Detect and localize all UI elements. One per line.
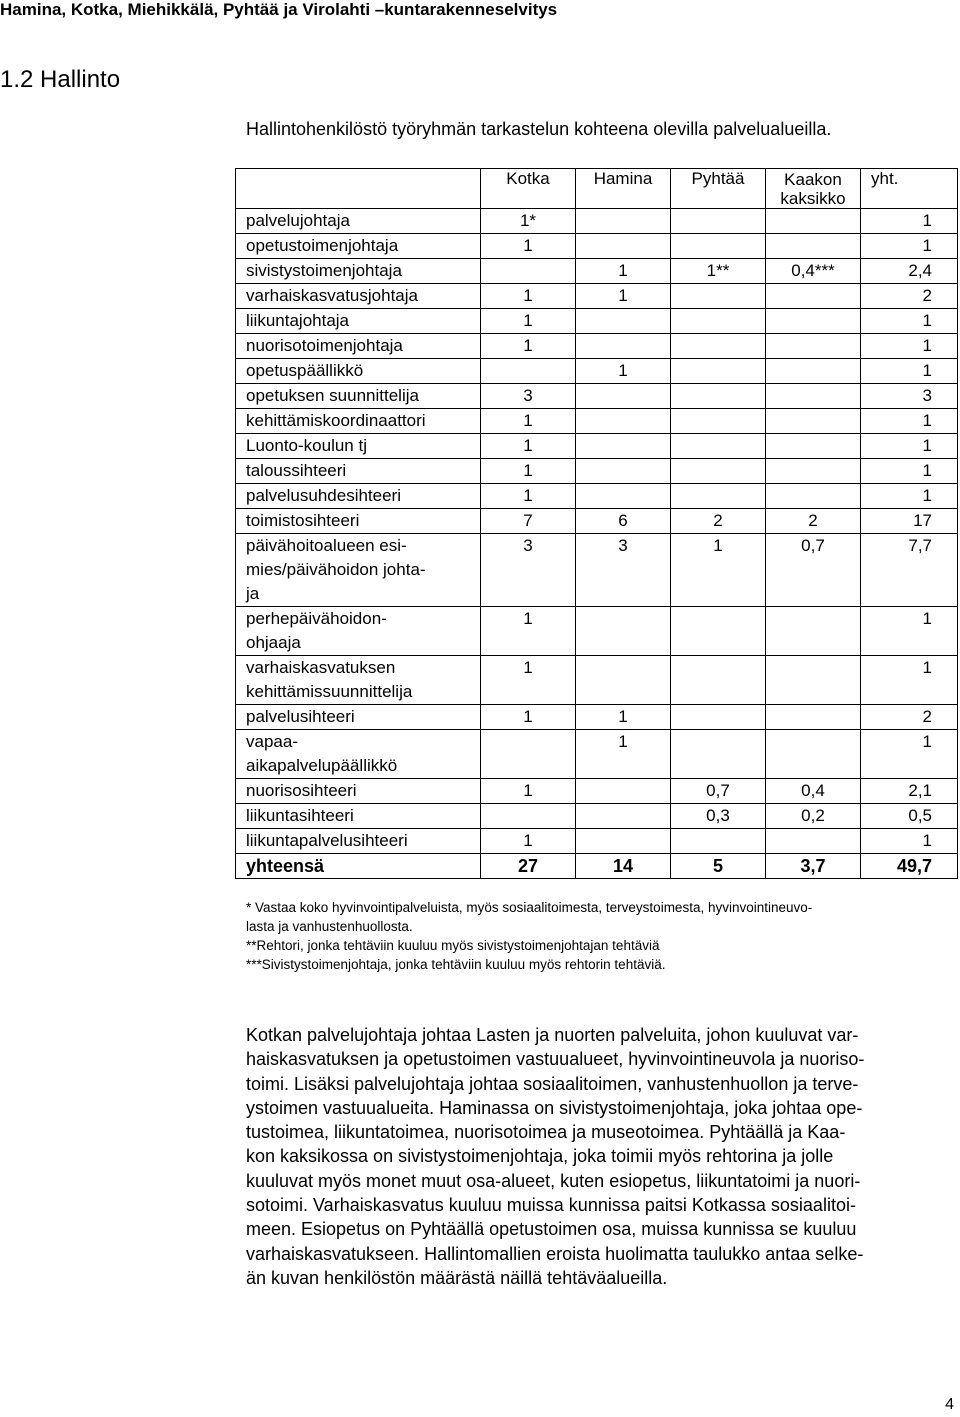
value-cell [766, 484, 861, 509]
role-cell: nuorisosihteeri [236, 779, 481, 804]
body-line: haiskasvatuksen ja opetustoimen vastuualueet, hyvinvointineuvola ja nuoriso- [246, 1049, 865, 1070]
value-cell [671, 484, 766, 509]
value-cell: 2 [671, 509, 766, 534]
total-cell: 1 [861, 829, 958, 854]
footnote-line: ***Sivistystoimenjohtaja, jonka tehtäviin kuuluu myös rehtorin tehtäviä. [246, 957, 666, 972]
value-cell [766, 607, 861, 656]
value-cell [671, 409, 766, 434]
role-cell: palvelusuhdesihteeri [236, 484, 481, 509]
value-cell [766, 459, 861, 484]
value-cell: 1 [481, 705, 576, 730]
footnote-line: * Vastaa koko hyvinvointipalveluista, myös sosiaalitoimesta, terveystoimesta, hyvinvointineuvo- [246, 900, 813, 915]
value-cell [671, 607, 766, 656]
value-cell [671, 209, 766, 234]
role-cell: sivistystoimenjohtaja [236, 259, 481, 284]
table-row [236, 509, 958, 534]
total-cell: 2,1 [861, 779, 958, 804]
value-cell: 0,7 [766, 534, 861, 607]
value-cell [671, 434, 766, 459]
role-cell: palvelujohtaja [236, 209, 481, 234]
value-cell [671, 705, 766, 730]
role-cell: Luonto-koulun tj [236, 434, 481, 459]
table-header-row [236, 169, 958, 209]
role-cell: päivähoitoalueen esi- mies/päivähoidon johta- ja [236, 534, 481, 607]
total-cell: 1 [861, 656, 958, 705]
value-cell [481, 730, 576, 779]
body-line: meen. Esiopetus on Pyhtäällä opetustoimen osa, muissa kunnissa se kuuluu [246, 1219, 857, 1240]
value-cell [671, 284, 766, 309]
value-cell [576, 409, 671, 434]
value-cell: 6 [576, 509, 671, 534]
value-cell: 1 [481, 334, 576, 359]
value-cell [766, 359, 861, 384]
role-cell: toimistosihteeri [236, 509, 481, 534]
intro-text: Hallintohenkilöstö työryhmän tarkastelun kohteena olevilla palvelualueilla. [246, 119, 832, 139]
table-row [236, 656, 958, 705]
value-cell: 1 [576, 259, 671, 284]
body-line: ystoimen vastuualueita. Haminassa on sivistystoimenjohtaja, joka johtaa ope- [246, 1097, 863, 1118]
body-line: toimi. Lisäksi palvelujohtaja johtaa sosiaalitoimen, vanhustenhuollon ja terve- [246, 1073, 859, 1094]
value-cell: 1 [481, 607, 576, 656]
body-line: Kotkan palvelujohtaja johtaa Lasten ja nuorten palveluita, johon kuuluvat var- [246, 1025, 859, 1045]
value-cell [766, 434, 861, 459]
total-cell: 2 [861, 705, 958, 730]
value-cell: 1 [576, 359, 671, 384]
value-cell [576, 434, 671, 459]
value-cell: 0,3 [671, 804, 766, 829]
role-cell: opetustoimenjohtaja [236, 234, 481, 259]
value-cell: 3 [576, 534, 671, 607]
header-cell-kotka: Kotka [481, 169, 576, 209]
role-cell: opetuksen suunnittelija [236, 384, 481, 409]
value-cell: 1 [481, 309, 576, 334]
value-cell: 1 [481, 484, 576, 509]
table-row [236, 409, 958, 434]
table-row [236, 459, 958, 484]
value-cell: 3 [481, 384, 576, 409]
value-cell: 0,2 [766, 804, 861, 829]
value-cell [576, 484, 671, 509]
value-cell [576, 804, 671, 829]
role-cell: vapaa- aikapalvelupäällikkö [236, 730, 481, 779]
table-row [236, 234, 958, 259]
body-paragraph [246, 1023, 960, 1290]
value-cell [766, 730, 861, 779]
value-cell [576, 779, 671, 804]
role-cell: liikuntajohtaja [236, 309, 481, 334]
value-cell [671, 656, 766, 705]
total-kaakon-kaksikko: 3,7 [766, 854, 861, 879]
total-cell: 0,5 [861, 804, 958, 829]
role-cell: nuorisotoimenjohtaja [236, 334, 481, 359]
header-cell-hamina: Hamina [576, 169, 671, 209]
total-cell: 1 [861, 409, 958, 434]
value-cell [766, 309, 861, 334]
value-cell [766, 334, 861, 359]
footnote-line: lasta ja vanhustenhuollosta. [246, 919, 413, 934]
value-cell: 1 [481, 459, 576, 484]
value-cell [576, 384, 671, 409]
total-hamina: 14 [576, 854, 671, 879]
table-row [236, 259, 958, 284]
body-line: varhaiskasvatukseen. Hallintomallien eroista huolimatta taulukko antaa selke- [246, 1243, 864, 1264]
role-cell: kehittämiskoordinaattori [236, 409, 481, 434]
table-total-row [236, 854, 958, 879]
table-row [236, 534, 958, 607]
value-cell [671, 459, 766, 484]
value-cell [576, 334, 671, 359]
value-cell [766, 284, 861, 309]
value-cell [576, 829, 671, 854]
value-cell: 1 [576, 730, 671, 779]
value-cell: 2 [766, 509, 861, 534]
value-cell: 1 [481, 656, 576, 705]
value-cell [576, 309, 671, 334]
table-row [236, 434, 958, 459]
total-cell: 2 [861, 284, 958, 309]
value-cell: 1 [481, 829, 576, 854]
table-row [236, 384, 958, 409]
total-cell: 1 [861, 484, 958, 509]
total-cell: 1 [861, 334, 958, 359]
table-row [236, 804, 958, 829]
value-cell [671, 730, 766, 779]
header-cell-kaakon-kaksikko: Kaakon kaksikko [766, 169, 861, 209]
value-cell: 1 [576, 284, 671, 309]
value-cell [671, 234, 766, 259]
value-cell [481, 259, 576, 284]
table-row [236, 779, 958, 804]
table-row [236, 705, 958, 730]
total-cell: 2,4 [861, 259, 958, 284]
value-cell: 0,4*** [766, 259, 861, 284]
body-line: än kuvan henkilöstön määrästä näillä tehtäväalueilla. [246, 1267, 668, 1288]
value-cell [671, 359, 766, 384]
table-body [236, 209, 958, 854]
header-cell-role [236, 169, 481, 209]
value-cell [766, 705, 861, 730]
value-cell [576, 656, 671, 705]
table-row [236, 309, 958, 334]
table-row [236, 334, 958, 359]
body-line: tustoimea, liikuntatoimea, nuorisotoimea ja museotoimea. Pyhtäällä ja Kaa- [246, 1122, 846, 1143]
value-cell [766, 409, 861, 434]
value-cell: 1 [481, 409, 576, 434]
value-cell: 1 [671, 534, 766, 607]
role-cell: perhepäivähoidon- ohjaaja [236, 607, 481, 656]
value-cell [576, 459, 671, 484]
value-cell [671, 384, 766, 409]
table-row [236, 359, 958, 384]
value-cell: 1* [481, 209, 576, 234]
role-cell: liikuntapalvelusihteeri [236, 829, 481, 854]
value-cell [766, 209, 861, 234]
value-cell [671, 829, 766, 854]
total-cell: 1 [861, 607, 958, 656]
value-cell [766, 384, 861, 409]
header-cell-pyhtaa: Pyhtää [671, 169, 766, 209]
value-cell: 1 [481, 234, 576, 259]
value-cell [671, 309, 766, 334]
table-row [236, 209, 958, 234]
document-header: Hamina, Kotka, Miehikkälä, Pyhtää ja Virolahti –kuntarakenneselvitys [0, 0, 558, 19]
total-cell: 1 [861, 209, 958, 234]
staff-table [235, 168, 958, 879]
table-row [236, 730, 958, 779]
value-cell [576, 209, 671, 234]
value-cell [671, 334, 766, 359]
table-row [236, 829, 958, 854]
value-cell: 0,7 [671, 779, 766, 804]
value-cell: 1** [671, 259, 766, 284]
table-row [236, 607, 958, 656]
body-line: kon kaksikossa on sivistystoimenjohtaja, joka toimii myös rehtorina ja jolle [246, 1146, 834, 1167]
total-pyhtaa: 5 [671, 854, 766, 879]
section-title: 1.2 Hallinto [0, 66, 121, 93]
body-line: kuuluvat myös monet muut osa-alueet, kuten esiopetus, liikuntatoimi ja nuori- [246, 1170, 861, 1191]
total-cell: 1 [861, 359, 958, 384]
value-cell: 1 [576, 705, 671, 730]
value-cell [766, 656, 861, 705]
page-number: 4 [945, 1396, 954, 1413]
value-cell [576, 607, 671, 656]
value-cell [766, 234, 861, 259]
total-cell: 1 [861, 234, 958, 259]
value-cell [481, 359, 576, 384]
value-cell: 1 [481, 434, 576, 459]
value-cell: 7 [481, 509, 576, 534]
total-kotka: 27 [481, 854, 576, 879]
total-cell: 1 [861, 309, 958, 334]
role-cell: taloussihteeri [236, 459, 481, 484]
value-cell: 3 [481, 534, 576, 607]
total-cell: 7,7 [861, 534, 958, 607]
role-cell: opetuspäällikkö [236, 359, 481, 384]
role-cell: liikuntasihteeri [236, 804, 481, 829]
table-footnotes [246, 898, 958, 974]
role-cell: varhaiskasvatusjohtaja [236, 284, 481, 309]
total-cell: 1 [861, 434, 958, 459]
total-label: yhteensä [236, 854, 481, 879]
total-cell: 3 [861, 384, 958, 409]
table-row [236, 284, 958, 309]
total-sum: 49,7 [861, 854, 958, 879]
footnote-line: **Rehtori, jonka tehtäviin kuuluu myös sivistystoimenjohtajan tehtäviä [246, 938, 660, 953]
table-row [236, 484, 958, 509]
value-cell [481, 804, 576, 829]
total-cell: 1 [861, 730, 958, 779]
total-cell: 1 [861, 459, 958, 484]
value-cell: 1 [481, 284, 576, 309]
value-cell: 0,4 [766, 779, 861, 804]
value-cell [766, 829, 861, 854]
role-cell: palvelusihteeri [236, 705, 481, 730]
total-cell: 17 [861, 509, 958, 534]
role-cell: varhaiskasvatuksen kehittämissuunnittelija [236, 656, 481, 705]
body-line: sotoimi. Varhaiskasvatus kuuluu muissa kunnissa paitsi Kotkassa sosiaalitoi- [246, 1195, 856, 1216]
value-cell [576, 234, 671, 259]
value-cell: 1 [481, 779, 576, 804]
header-cell-total: yht. [861, 169, 958, 209]
